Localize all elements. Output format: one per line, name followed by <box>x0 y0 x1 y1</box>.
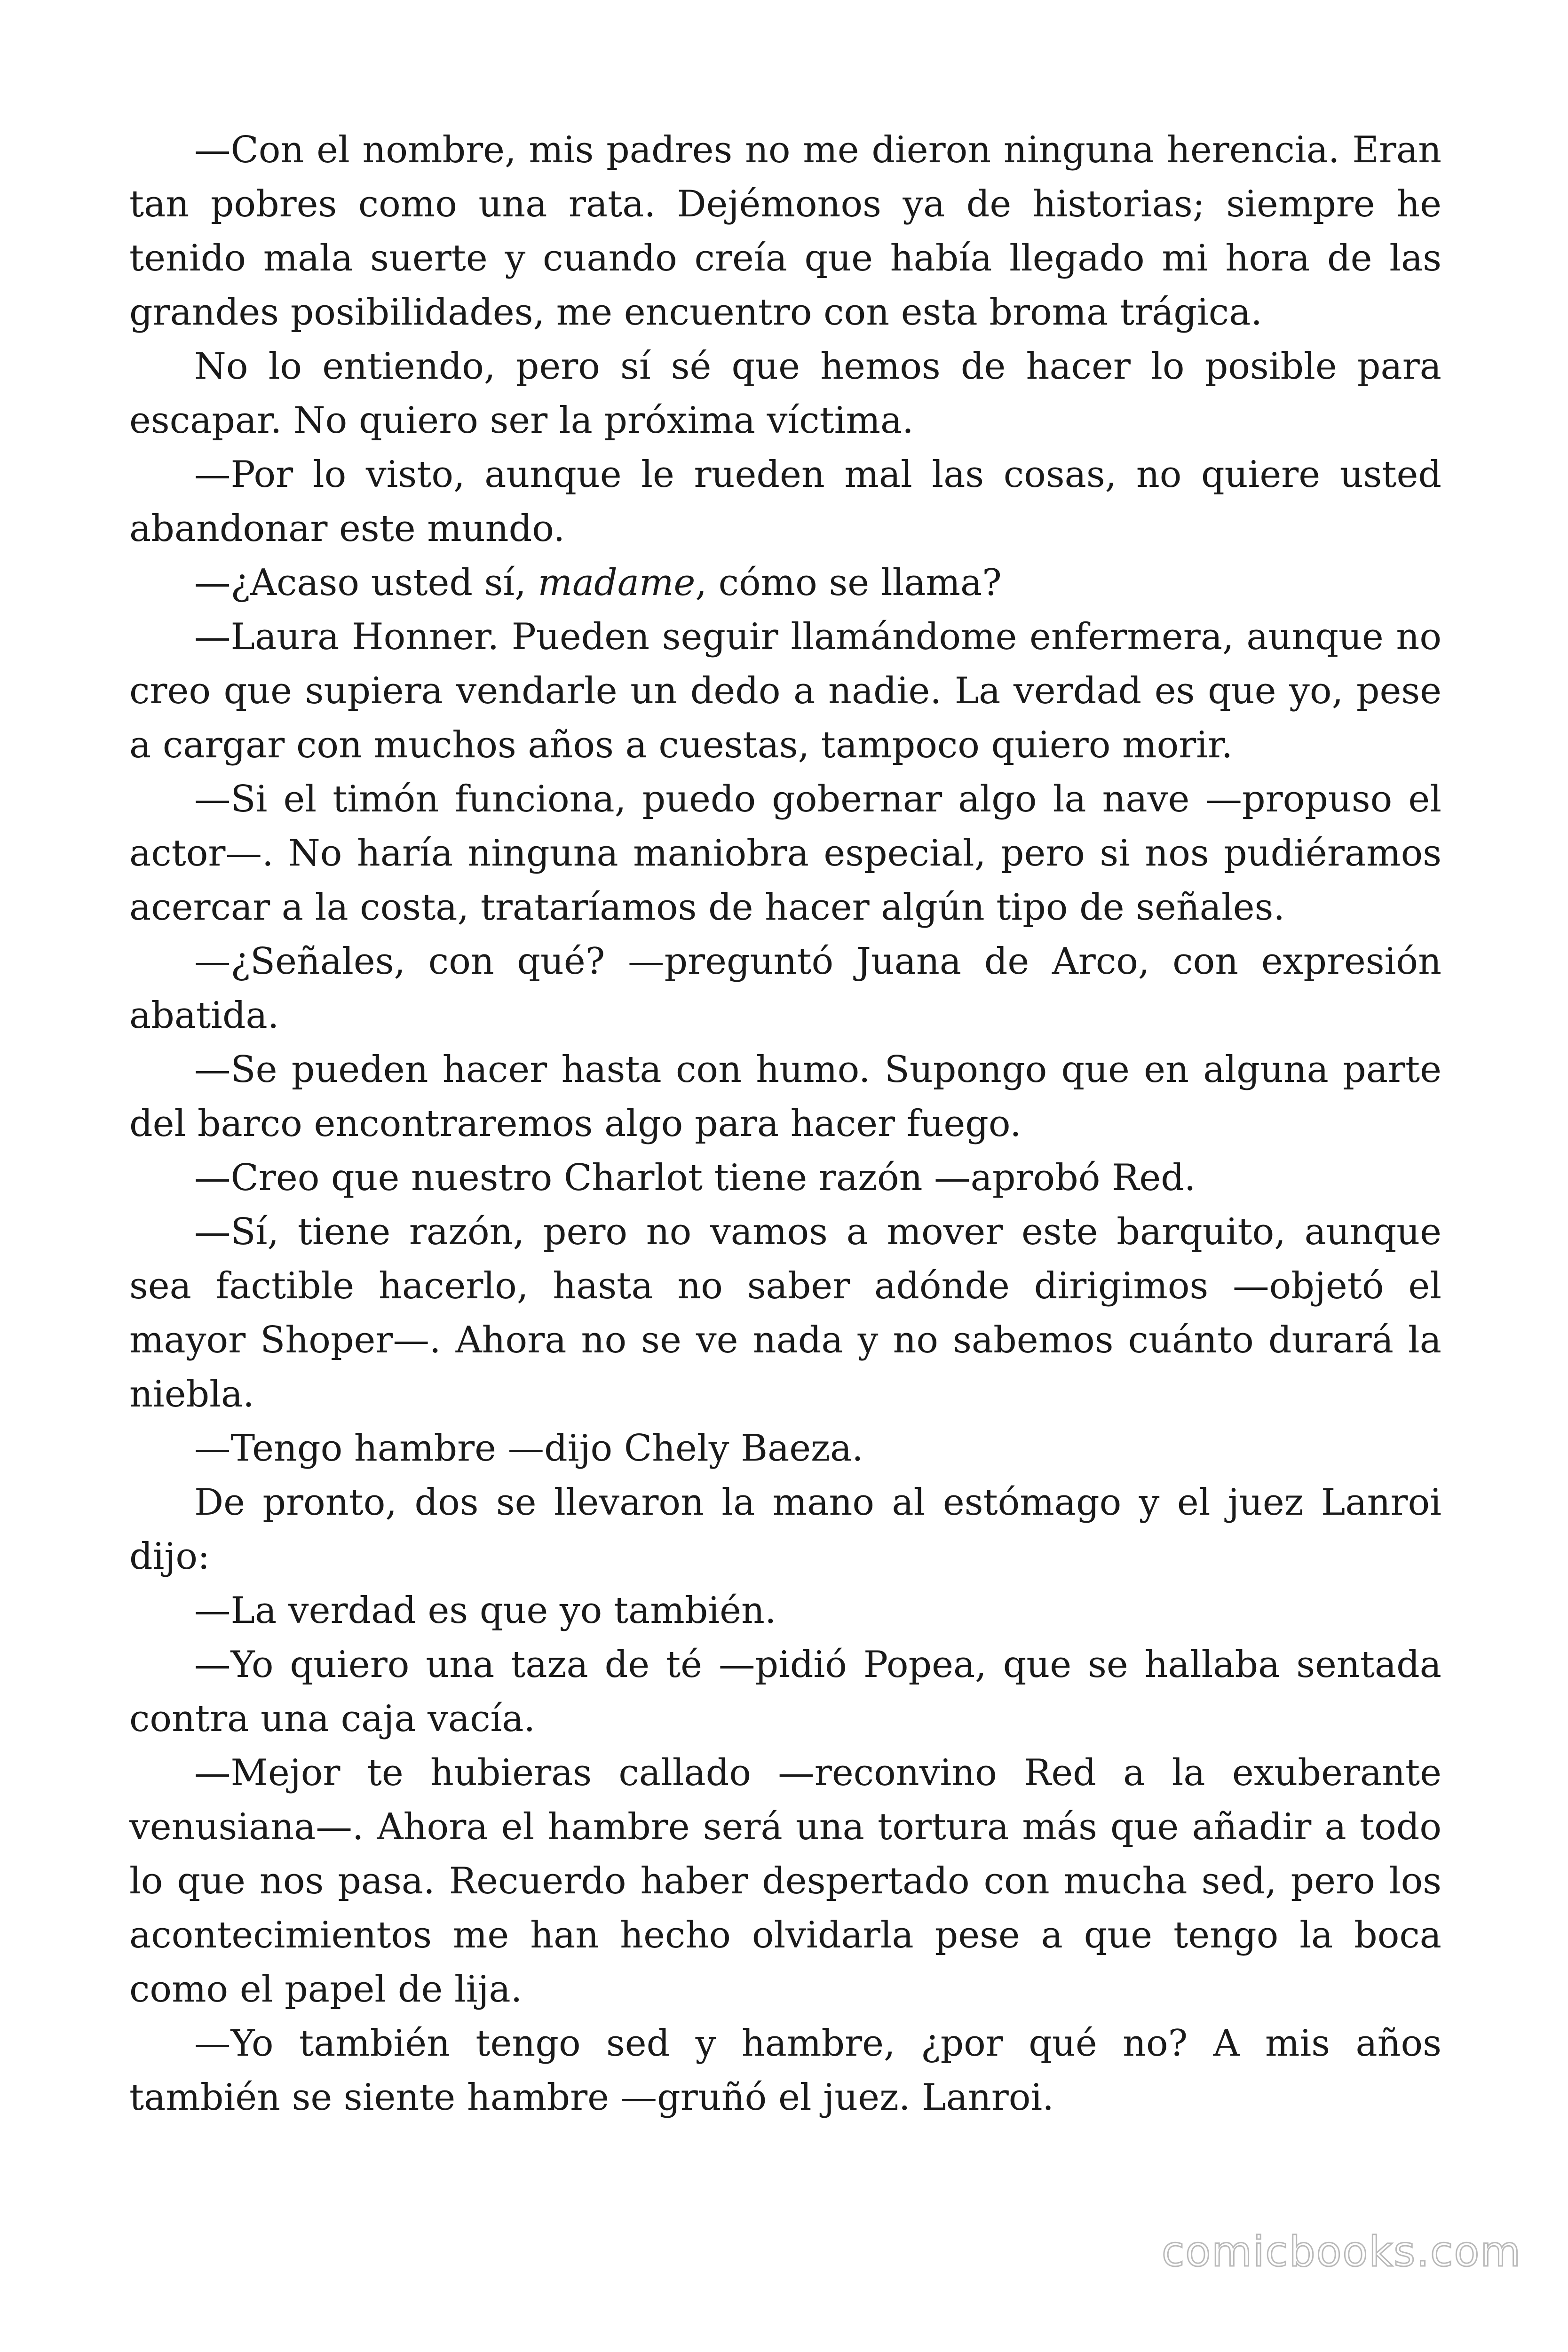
book-page-text <box>129 123 1441 2125</box>
paragraph-5: —Laura Honner. Pueden seguir llamándome enfermera, aunque no creo que supiera vendarle un dedo a nadie. La verdad es que yo, pese a cargar con muchos años a cuestas, tampoco quiero morir. <box>129 616 1441 766</box>
paragraph-1: —Con el nombre, mis padres no me dieron ninguna herencia. Eran tan pobres como una rata. Dejémonos ya de historias; siempre he tenido mala suerte y cuando creía que había llegado mi hora de las grandes posibilidades, me encuentro con esta broma trágica. <box>129 129 1441 334</box>
italic-word: madame <box>538 562 696 604</box>
paragraph-14: —Yo quiero una taza de té —pidió Popea, que se hallaba sentada contra una caja vacía. <box>129 1644 1441 1740</box>
paragraph-9: —Creo que nuestro Charlot tiene razón —aprobó Red. <box>194 1157 1196 1199</box>
paragraph-15: —Mejor te hubieras callado —reconvino Red a la exuberante venusiana—. Ahora el hambre será una tortura más que añadir a todo lo que nos pasa. Recuerdo haber despertado con mucha sed, pero los acontecimientos me han hecho olvidarla pese a que tengo la boca como el papel de lija. <box>129 1752 1441 2010</box>
paragraph-12: De pronto, dos se llevaron la mano al estómago y el juez Lanroi dijo: <box>129 1481 1441 1578</box>
watermark: comicbooks.com <box>1162 2227 1522 2276</box>
paragraph-10: —Sí, tiene razón, pero no vamos a mover este barquito, aunque sea factible hacerlo, hasta no saber adónde dirigimos —objetó el mayor Shoper—. Ahora no se ve nada y no sabemos cuánto durará la niebla. <box>129 1211 1441 1415</box>
paragraph-2: No lo entiendo, pero sí sé que hemos de hacer lo posible para escapar. No quiero ser la próxima víctima. <box>129 345 1441 442</box>
paragraph-7: —¿Señales, con qué? —preguntó Juana de Arco, con expresión abatida. <box>129 940 1441 1037</box>
paragraph-13: —La verdad es que yo también. <box>194 1589 776 1632</box>
paragraph-4: —¿Acaso usted sí, madame, cómo se llama? <box>194 562 1002 604</box>
paragraph-8: —Se pueden hacer hasta con humo. Supongo que en alguna parte del barco encontraremos algo para hacer fuego. <box>129 1049 1441 1145</box>
paragraph-16: —Yo también tengo sed y hambre, ¿por qué no? A mis años también se siente hambre —gruñó el juez. Lanroi. <box>129 2022 1441 2119</box>
paragraph-6: —Si el timón funciona, puedo gobernar algo la nave —propuso el actor—. No haría ninguna maniobra especial, pero si nos pudiéramos acercar a la costa, trataríamos de hacer algún tipo de señales. <box>129 778 1441 929</box>
paragraph-11: —Tengo hambre —dijo Chely Baeza. <box>194 1427 863 1470</box>
paragraph-3: —Por lo visto, aunque le rueden mal las cosas, no quiere usted abandonar este mundo. <box>129 453 1441 550</box>
